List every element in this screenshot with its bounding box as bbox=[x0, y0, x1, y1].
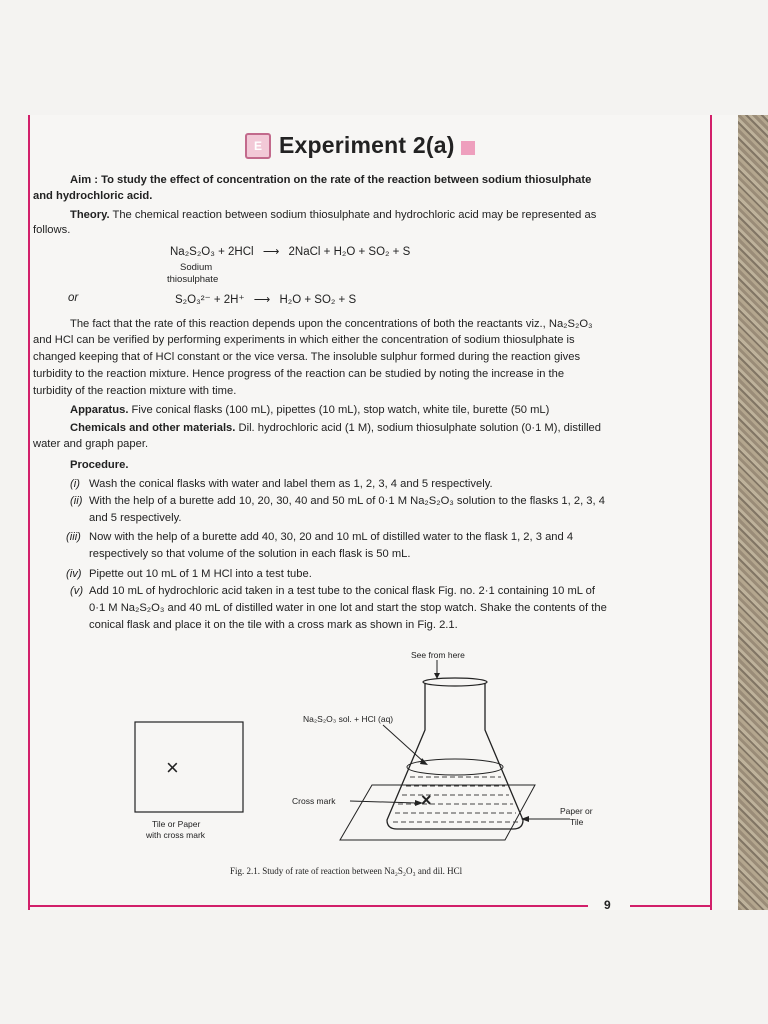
theory-line-1 bbox=[70, 207, 702, 224]
step-4-num: (iv) bbox=[66, 568, 82, 580]
background-stone-edge bbox=[738, 115, 768, 910]
tile-label-1: Tile or Paper bbox=[152, 819, 201, 829]
chemicals-line-2: water and graph paper. bbox=[33, 438, 149, 450]
figure-caption: Fig. 2.1. Study of rate of reaction between Na₂S₂O₃ and dil. HCl bbox=[230, 866, 463, 876]
procedure-label: Procedure. bbox=[70, 459, 129, 471]
chemicals-label: Chemicals and other materials. bbox=[70, 422, 236, 434]
flask-mouth bbox=[423, 678, 487, 686]
theory-text: The chemical reaction between sodium thiosulphate and hydrochloric acid may be represented as bbox=[109, 209, 597, 221]
step-1-num: (i) bbox=[70, 478, 80, 490]
equation-1 bbox=[170, 244, 410, 258]
theory-line-2: follows. bbox=[33, 224, 71, 236]
rate-para-line-2: and HCl can be verified by performing experiments in which either the concentration of sodium thiosulphate is bbox=[33, 334, 575, 346]
rate-para-line-4: turbidity to the reaction mixture. Hence progress of the reaction can be studied by noting the increase in the bbox=[33, 368, 565, 380]
cross-mark-label: Cross mark bbox=[292, 796, 336, 806]
title-decoration bbox=[461, 141, 475, 155]
tile-label-2: with cross mark bbox=[146, 830, 206, 840]
see-from-here-label: See from here bbox=[411, 650, 465, 660]
right-margin-line bbox=[710, 115, 712, 910]
step-2-line-1: With the help of a burette add 10, 20, 30, 40 and 50 mL of 0·1 M Na₂S₂O₃ solution to the flasks 1, 2, 3, 4 bbox=[89, 495, 605, 507]
step-2-num: (ii) bbox=[70, 495, 83, 507]
theory-label: Theory. bbox=[70, 209, 110, 221]
solution-label: Na₂S₂O₃ sol. + HCl (aq) bbox=[303, 714, 394, 724]
aim-line-2: and hydrochloric acid. bbox=[33, 190, 153, 202]
paper-tile-label-2: Tile bbox=[570, 817, 584, 827]
rate-para-line-1: The fact that the rate of this reaction depends upon the concentrations of both the reactants viz., Na₂S₂O₃ bbox=[70, 318, 593, 330]
cross-symbol-tile: × bbox=[166, 755, 179, 780]
step-5-num: (v) bbox=[70, 585, 84, 597]
equation-1-note-1: Sodium bbox=[180, 262, 213, 273]
apparatus-line bbox=[70, 402, 549, 419]
bottom-rule bbox=[28, 905, 588, 907]
equation-2 bbox=[175, 292, 356, 306]
tile-square bbox=[135, 722, 243, 812]
apparatus-text: Five conical flasks (100 mL), pipettes (10 mL), stop watch, white tile, burette (50 mL) bbox=[128, 404, 550, 416]
step-5-line-3: conical flask and place it on the tile with a cross mark as shown in Fig. 2.1. bbox=[89, 619, 458, 631]
equation-1-note-2: thiosulphate bbox=[167, 274, 219, 285]
equation-1-product: 2NaCl + H₂O + SO₂ + S bbox=[288, 246, 411, 258]
chemicals-text: Dil. hydrochloric acid (1 M), sodium thiosulphate solution (0·1 M), distilled bbox=[235, 422, 601, 434]
arrow-icon: ⟶ bbox=[253, 294, 271, 306]
equation-2-reactant: S₂O₃²⁻ + 2H⁺ bbox=[175, 294, 245, 306]
step-5-line-1: Add 10 mL of hydrochloric acid taken in a test tube to the conical flask Fig. no. 2·1 containing 10 mL of bbox=[89, 585, 596, 597]
step-3-line-2: respectively so that volume of the solution in each flask is 50 mL. bbox=[89, 548, 411, 560]
experiment-title bbox=[245, 132, 475, 159]
step-2-line-2: and 5 respectively. bbox=[89, 512, 182, 524]
left-margin-line bbox=[28, 115, 30, 910]
step-4-line-1: Pipette out 10 mL of 1 M HCl into a test tube. bbox=[89, 568, 312, 580]
page-title: Experiment 2(a) bbox=[279, 132, 455, 158]
bottom-rule-right bbox=[630, 905, 712, 907]
chemicals-line-1 bbox=[70, 420, 702, 437]
conical-flask bbox=[387, 683, 523, 829]
equation-2-product: H₂O + SO₂ + S bbox=[279, 294, 357, 306]
rate-para-line-3: changed keeping that of HCl constant or the vice versa. The insoluble sulphur formed during the reaction gives bbox=[33, 351, 581, 363]
paper-tile-label-1: Paper or bbox=[560, 806, 593, 816]
step-1-line-1: Wash the conical flasks with water and label them as 1, 2, 3, 4 and 5 respectively. bbox=[89, 478, 493, 490]
aim-line-1: Aim : To study the effect of concentration on the rate of the reaction between sodium thiosulphate bbox=[70, 174, 592, 186]
cross-symbol-flask: × bbox=[421, 790, 432, 810]
step-3-line-1: Now with the help of a burette add 40, 30, 20 and 10 mL of distilled water to the flask 1, 2, 3 and 4 bbox=[89, 531, 574, 543]
liquid-dashes bbox=[393, 777, 518, 822]
equation-2-or: or bbox=[68, 292, 79, 304]
title-badge: E bbox=[245, 133, 271, 159]
rate-para-line-5: turbidity of the reaction mixture with time. bbox=[33, 385, 237, 397]
step-5-line-2: 0·1 M Na₂S₂O₃ and 40 mL of distilled water in one lot and start the stop watch. Shake the contents of the bbox=[89, 602, 607, 614]
arrow-icon: ⟶ bbox=[262, 246, 280, 258]
equation-1-reactant: Na₂S₂O₃ + 2HCl bbox=[170, 246, 254, 258]
cross-pointer bbox=[350, 801, 417, 803]
step-3-num: (iii) bbox=[66, 531, 81, 543]
apparatus-label: Apparatus. bbox=[70, 404, 129, 416]
page-number: 9 bbox=[604, 898, 611, 912]
